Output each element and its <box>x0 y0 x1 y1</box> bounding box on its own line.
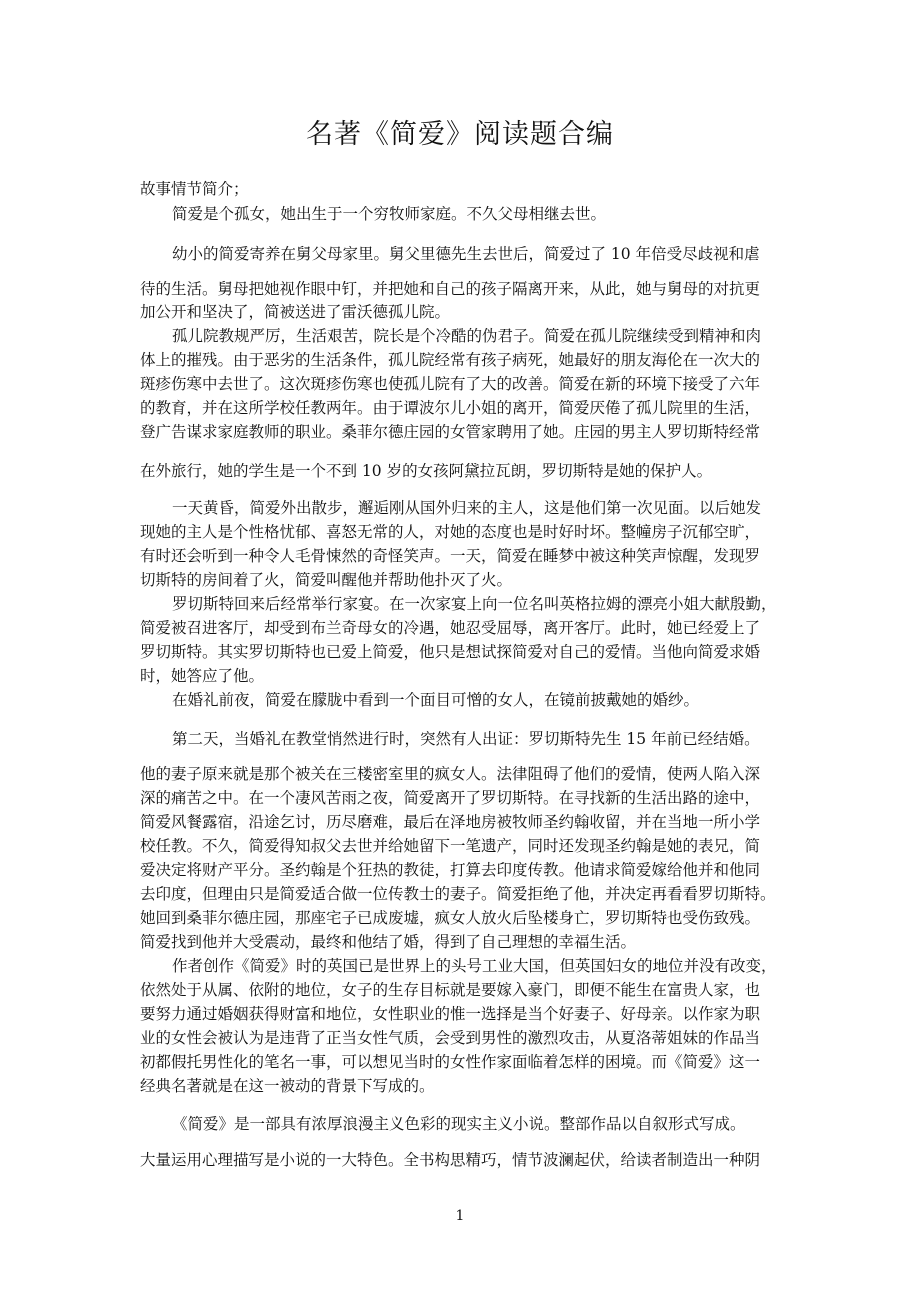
text-line: 校任教。不久，简爱得知叔父去世并给她留下一笔遗产，同时还发现圣约翰是她的表兄，简 <box>140 837 761 855</box>
text-line: 简爱找到他并大受震动，最终和他结了婚，得到了自己理想的幸福生活。 <box>140 933 637 951</box>
text-line: 依然处于从属、依附的地位，女子的生存目标就是要嫁入豪门，即便不能生在富贵人家，也 <box>140 981 761 999</box>
text-line: 在外旅行，她的学生是一个不到 10 岁的女孩阿黛拉瓦朗，罗切斯特是她的保护人。 <box>140 462 713 480</box>
text-line: 待的生活。舅母把她视作眼中钉，并把她和自己的孩子隔离开来，从此，她与舅母的对抗更 <box>140 280 761 298</box>
text-line: 要努力通过婚姻获得财富和地位，女性职业的惟一选择是当个好妻子、好母亲。以作家为职 <box>140 1005 761 1023</box>
text-line: 他的妻子原来就是那个被关在三楼密室里的疯女人。法律阻碍了他们的爱情，使两人陷入深 <box>140 765 761 783</box>
text-line: 时，她答应了他。 <box>140 667 265 685</box>
text-line: 的教育，并在这所学校任教两年。由于谭波尔儿小姐的离开，简爱厌倦了孤儿院里的生活， <box>140 399 761 417</box>
text-line: 有时还会听到一种令人毛骨悚然的奇怪笑声。一天，简爱在睡梦中被这种笑声惊醒，发现罗 <box>140 547 761 565</box>
text-line: 爱决定将财产平分。圣约翰是个狂热的教徒，打算去印度传教。他请求简爱嫁给他并和他同 <box>140 861 761 879</box>
text-line: 深的痛苦之中。在一个凄风苦雨之夜，简爱离开了罗切斯特。在寻找新的生活出路的途中， <box>140 789 761 807</box>
text-line: 登广告谋求家庭教师的职业。桑菲尔德庄园的女管家聘用了她。庄园的男主人罗切斯特经常 <box>140 423 761 441</box>
text-line: 去印度，但理由只是简爱适合做一位传教士的妻子。简爱拒绝了他，并决定再看看罗切斯特。 <box>140 885 776 903</box>
text-line: 作者创作《简爱》时的英国已是世界上的头号工业大国，但英国妇女的地位并没有改变， <box>172 957 777 975</box>
text-line: 罗切斯特回来后经常举行家宴。在一次家宴上向一位名叫英格拉姆的漂亮小姐大献殷勤， <box>172 595 777 613</box>
text-line: 罗切斯特。其实罗切斯特也已爱上简爱，他只是想试探简爱对自己的爱情。当他向简爱求婚 <box>140 643 761 661</box>
text-line: 在婚礼前夜，简爱在朦胧中看到一个面目可憎的女人，在镜前披戴她的婚纱。 <box>172 691 700 709</box>
text-line: 《简爱》是一部具有浓厚浪漫主义色彩的现实主义小说。整部作品以自叙形式写成。 <box>172 1115 746 1133</box>
text-line: 故事情节简介； <box>140 180 249 198</box>
page-number: 1 <box>455 1208 465 1224</box>
text-line: 现她的主人是个性格忧郁、喜怒无常的人，对她的态度也是时好时坏。整幢房子沉郁空旷， <box>140 523 761 541</box>
text-line: 她回到桑菲尔德庄园，那座宅子已成废墟，疯女人放火后坠楼身亡，罗切斯特也受伤致残。 <box>140 909 761 927</box>
text-line: 简爱是个孤女，她出生于一个穷牧师家庭。不久父母相继去世。 <box>172 205 607 223</box>
text-line: 经典名著就是在这一被动的背景下写成的。 <box>140 1077 435 1095</box>
text-line: 孤儿院教规严厉，生活艰苦，院长是个冷酷的伪君子。简爱在孤儿院继续受到精神和肉 <box>172 327 762 345</box>
text-line: 简爱被召进客厅，却受到布兰奇母女的冷遇，她忍受屈辱，离开客厅。此时，她已经爱上了 <box>140 619 761 637</box>
document-title: 名著《简爱》阅读题合编 <box>306 119 614 150</box>
text-line: 加公开和坚决了，简被送进了雷沃德孤儿院。 <box>140 303 451 321</box>
text-line: 斑疹伤寒中去世了。这次斑疹伤寒也使孤儿院有了大的改善。简爱在新的环境下接受了六年 <box>140 375 761 393</box>
text-line: 初都假托男性化的笔名一事，可以想见当时的女性作家面临着怎样的困境。而《简爱》这一 <box>140 1053 761 1071</box>
text-line: 业的女性会被认为是违背了正当女性气质，会受到男性的激烈攻击，从夏洛蒂姐妹的作品当 <box>140 1029 761 1047</box>
text-line: 大量运用心理描写是小说的一大特色。全书构思精巧，情节波澜起伏，给读者制造出一种阴 <box>140 1151 761 1169</box>
text-line: 一天黄昏，简爱外出散步，邂逅刚从国外归来的主人，这是他们第一次见面。以后她发 <box>172 499 762 517</box>
text-line: 切斯特的房间着了火，简爱叫醒他并帮助他扑灭了火。 <box>140 571 513 589</box>
text-line: 简爱风餐露宿，沿途乞讨，历尽磨难，最后在泽地房被牧师圣约翰收留，并在当地一所小学 <box>140 813 761 831</box>
text-line: 第二天，当婚礼在教堂悄然进行时，突然有人出证：罗切斯特先生 15 年前已经结婚。 <box>172 730 760 748</box>
text-line: 幼小的简爱寄养在舅父母家里。舅父里德先生去世后，简爱过了 10 年倍受尽歧视和虐 <box>172 245 760 263</box>
text-line: 体上的摧残。由于恶劣的生活条件，孤儿院经常有孩子病死，她最好的朋友海伦在一次大的 <box>140 351 761 369</box>
